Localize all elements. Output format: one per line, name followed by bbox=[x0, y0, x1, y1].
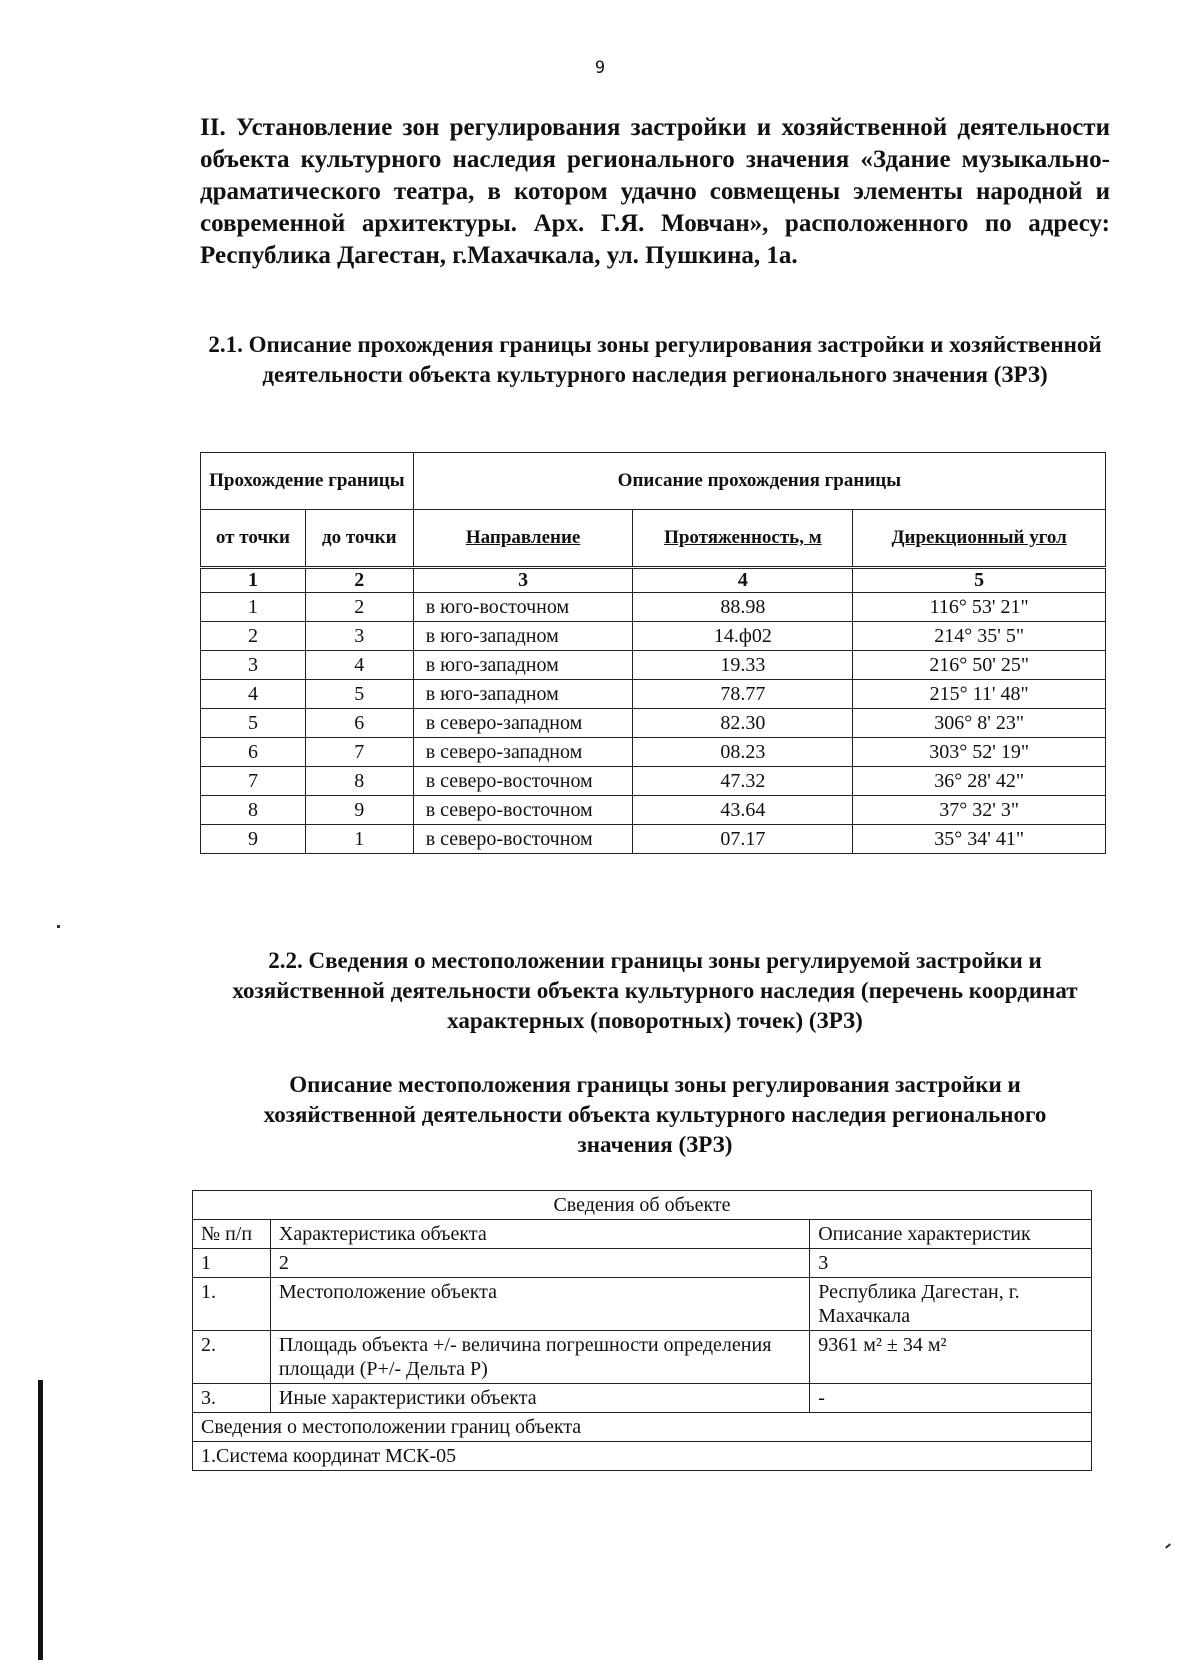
scan-edge-mark bbox=[38, 1380, 43, 1660]
col-number: 1 bbox=[201, 568, 306, 593]
cell-angle: 36° 28' 42" bbox=[853, 767, 1106, 796]
cell-value: Республика Дагестан, г. Махачкала bbox=[810, 1278, 1092, 1331]
cell-value: - bbox=[810, 1384, 1092, 1413]
col-number: 1 bbox=[193, 1249, 271, 1278]
cell-direction: в юго-западном bbox=[413, 680, 633, 709]
cell-from: 2 bbox=[201, 622, 306, 651]
cell-angle: 303° 52' 19" bbox=[853, 738, 1106, 767]
cell-length: 07.17 bbox=[633, 825, 853, 854]
header-angle: Дирекционный угол bbox=[853, 510, 1106, 568]
cell-from: 4 bbox=[201, 680, 306, 709]
scan-speck bbox=[1165, 1543, 1171, 1548]
cell-length: 47.32 bbox=[633, 767, 853, 796]
col-number: 2 bbox=[270, 1249, 809, 1278]
location-section: Сведения о местоположении границ объекта bbox=[193, 1413, 1092, 1442]
table-row bbox=[193, 1384, 1092, 1413]
cell-angle: 216° 50' 25" bbox=[853, 651, 1106, 680]
cell-from: 8 bbox=[201, 796, 306, 825]
cell-direction: в юго-восточном bbox=[413, 593, 633, 622]
cell-direction: в северо-восточном bbox=[413, 767, 633, 796]
table-row bbox=[201, 680, 1106, 709]
cell-direction: в северо-восточном bbox=[413, 825, 633, 854]
coordinate-system: 1.Система координат МСК-05 bbox=[193, 1442, 1092, 1471]
header-length: Протяженность, м bbox=[633, 510, 853, 568]
cell-to: 3 bbox=[305, 622, 413, 651]
cell-from: 5 bbox=[201, 709, 306, 738]
cell-no: 3. bbox=[193, 1384, 271, 1413]
header-value: Описание характеристик bbox=[810, 1220, 1092, 1249]
cell-length: 82.30 bbox=[633, 709, 853, 738]
cell-length: 08.23 bbox=[633, 738, 853, 767]
cell-length: 43.64 bbox=[633, 796, 853, 825]
cell-to: 8 bbox=[305, 767, 413, 796]
cell-to: 1 bbox=[305, 825, 413, 854]
cell-angle: 116° 53' 21" bbox=[853, 593, 1106, 622]
header-characteristic: Характеристика объекта bbox=[270, 1220, 809, 1249]
table-row bbox=[193, 1331, 1092, 1384]
description-title: Описание местоположения границы зоны регулирования застройки и хозяйственной деятельности объекта культурного наследия регионального значения (ЗРЗ) bbox=[263, 1072, 1047, 1157]
header-to: до точки bbox=[305, 510, 413, 568]
col-number: 3 bbox=[810, 1249, 1092, 1278]
header-from: от точки bbox=[201, 510, 306, 568]
cell-value: 9361 м² ± 34 м² bbox=[810, 1331, 1092, 1384]
col-number: 3 bbox=[413, 568, 633, 593]
table-row bbox=[201, 767, 1106, 796]
cell-direction: в северо-западном bbox=[413, 738, 633, 767]
cell-length: 78.77 bbox=[633, 680, 853, 709]
cell-to: 5 bbox=[305, 680, 413, 709]
cell-direction: в юго-западном bbox=[413, 622, 633, 651]
col-number: 5 bbox=[853, 568, 1106, 593]
object-info-title: Сведения об объекте bbox=[193, 1191, 1092, 1220]
boundary-passage-table bbox=[200, 452, 1106, 854]
cell-characteristic: Иные характеристики объекта bbox=[270, 1384, 809, 1413]
object-info-table bbox=[192, 1190, 1092, 1471]
cell-to: 9 bbox=[305, 796, 413, 825]
cell-angle: 215° 11' 48" bbox=[853, 680, 1106, 709]
table-row bbox=[201, 593, 1106, 622]
section-2-1-title: 2.1. Описание прохождения границы зоны регулирования застройки и хозяйственной деятельности объекта культурного наследия регионального значения (ЗРЗ) bbox=[208, 332, 1102, 387]
table-row bbox=[201, 622, 1106, 651]
section-heading: II. Установление зон регулирования застройки и хозяйственной деятельности объекта культурного наследия регионального значения «Здание музыкально-драматического театра, в котором удачно совмещены элементы народной и современной архитектуры. Арх. Г.Я. Мовчан», расположенного по адресу: Республика Дагестан, г.Махачкала, ул. Пушкина, 1а. bbox=[200, 114, 1110, 269]
table-row bbox=[201, 796, 1106, 825]
cell-to: 6 bbox=[305, 709, 413, 738]
cell-length: 88.98 bbox=[633, 593, 853, 622]
cell-direction: в северо-западном bbox=[413, 709, 633, 738]
cell-no: 1. bbox=[193, 1278, 271, 1331]
header-direction: Направление bbox=[413, 510, 633, 568]
cell-angle: 37° 32' 3" bbox=[853, 796, 1106, 825]
section-2-2-title: 2.2. Сведения о местоположении границы зоны регулируемой застройки и хозяйственной деятельности объекта культурного наследия (перечень координат характерных (поворотных) точек) (ЗРЗ) bbox=[232, 948, 1078, 1033]
table-row bbox=[201, 709, 1106, 738]
cell-direction: в юго-западном bbox=[413, 651, 633, 680]
header-description: Описание прохождения границы bbox=[413, 453, 1105, 510]
header-no: № п/п bbox=[193, 1220, 271, 1249]
cell-angle: 306° 8' 23" bbox=[853, 709, 1106, 738]
cell-length: 14.ф02 bbox=[633, 622, 853, 651]
cell-to: 7 bbox=[305, 738, 413, 767]
cell-to: 4 bbox=[305, 651, 413, 680]
scan-speck bbox=[57, 925, 60, 928]
cell-length: 19.33 bbox=[633, 651, 853, 680]
cell-characteristic: Площадь объекта +/- величина погрешности определения площади (P+/- Дельта P) bbox=[270, 1331, 809, 1384]
col-number: 2 bbox=[305, 568, 413, 593]
cell-to: 2 bbox=[305, 593, 413, 622]
page-number: 9 bbox=[594, 58, 606, 78]
cell-direction: в северо-восточном bbox=[413, 796, 633, 825]
table-row bbox=[201, 825, 1106, 854]
cell-from: 1 bbox=[201, 593, 306, 622]
cell-characteristic: Местоположение объекта bbox=[270, 1278, 809, 1331]
cell-from: 7 bbox=[201, 767, 306, 796]
cell-from: 9 bbox=[201, 825, 306, 854]
col-number: 4 bbox=[633, 568, 853, 593]
cell-from: 6 bbox=[201, 738, 306, 767]
cell-angle: 214° 35' 5" bbox=[853, 622, 1106, 651]
table-row bbox=[201, 738, 1106, 767]
header-passage: Прохождение границы bbox=[201, 453, 414, 510]
cell-angle: 35° 34' 41" bbox=[853, 825, 1106, 854]
cell-no: 2. bbox=[193, 1331, 271, 1384]
cell-from: 3 bbox=[201, 651, 306, 680]
table-row bbox=[193, 1278, 1092, 1331]
table-row bbox=[201, 651, 1106, 680]
